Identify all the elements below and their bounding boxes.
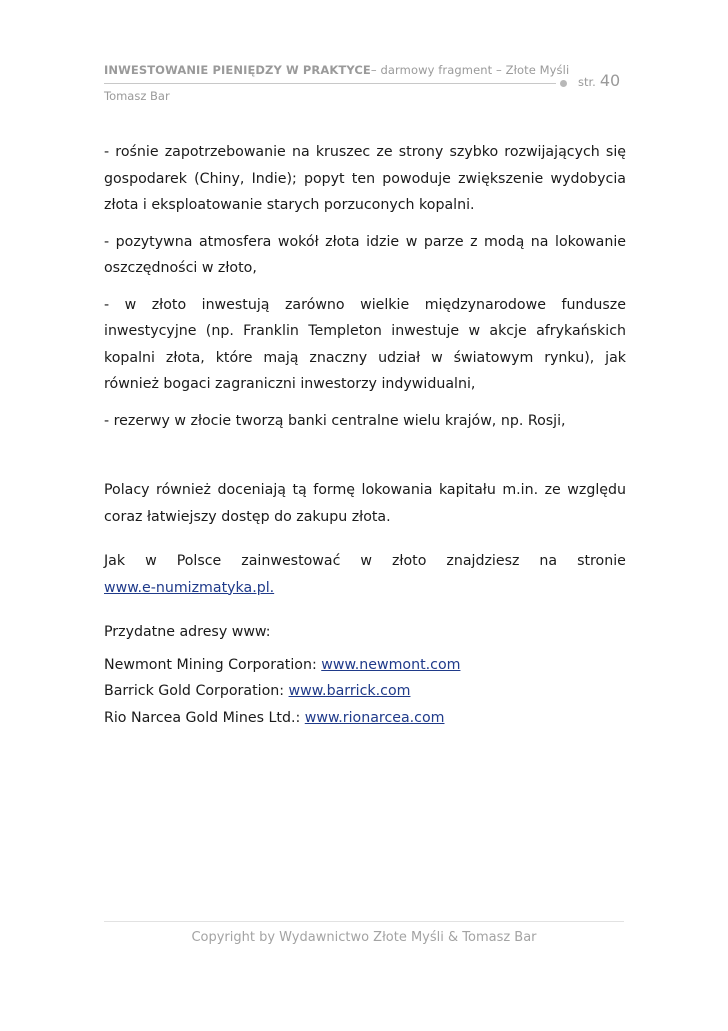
word: na [539, 553, 558, 569]
page-number-label [578, 71, 620, 90]
header-rule [104, 83, 556, 84]
word: Polsce [176, 553, 222, 569]
paragraph-investment-funds: - w złoto inwestują zarówno wielkie międzynarodowe fundusze inwestycyjne (np. Franklin Templeton inwestuje w akcje afrykańskich kopalni złota, które mają znaczny udział w światowym rynku), jak również bogaci zagraniczni inwestorzy indywidualni, [104, 296, 626, 392]
word: w [360, 553, 372, 569]
header-bullet-icon [560, 80, 567, 87]
word: znajdziesz [446, 553, 520, 569]
rionarcea-link[interactable]: www.rionarcea.com [304, 709, 445, 726]
header-author: Tomasz Bar [104, 89, 170, 103]
paragraph-central-banks: - rezerwy w złocie tworzą banki centralne wielu krajów, np. Rosji, [104, 412, 566, 429]
word: stronie [577, 553, 626, 569]
link-label: Barrick Gold Corporation: [104, 683, 289, 699]
link-label: Newmont Mining Corporation: [104, 656, 322, 673]
page-number: 40 [599, 71, 621, 90]
page-body [104, 139, 626, 731]
header-title-line [104, 63, 624, 77]
footer-rule [104, 921, 624, 922]
link-row-barrick [104, 678, 626, 705]
book-title: INWESTOWANIE PIENIĘDZY W PRAKTYCE [104, 63, 371, 77]
barrick-link[interactable]: www.barrick.com [288, 683, 411, 699]
paragraph-positive-atmosphere: - pozytywna atmosfera wokół złota idzie w parze z modą na lokowanie oszczędności w złoto, [104, 233, 626, 276]
link-label: Rio Narcea Gold Mines Ltd.: [104, 709, 305, 726]
word: zainwestować [241, 553, 341, 569]
footer-copyright: Copyright by Wydawnictwo Złote Myśli & Tomasz Bar [191, 930, 537, 945]
newmont-link[interactable]: www.newmont.com [321, 656, 461, 673]
useful-links-heading: Przydatne adresy www: [104, 624, 271, 640]
e-numizmatyka-link[interactable]: www.e-numizmatyka.pl. [104, 579, 275, 596]
word: Jak [104, 553, 126, 569]
link-row-newmont [104, 652, 626, 679]
paragraph-poles-invest: Polacy również doceniają tą formę lokowania kapitału m.in. ze względu coraz łatwiejszy dostęp do zakupu złota. [104, 482, 626, 525]
word: złoto [391, 553, 427, 569]
paragraph-growing-demand: - rośnie zapotrzebowanie na kruszec ze strony szybko rozwijających się gospodarek (Chiny, Indie); popyt ten powoduje zwiększenie wydobycia złota i eksploatowanie starych porzuconych kopalni. [104, 144, 626, 213]
book-subtitle: – darmowy fragment – Złote Myśli [370, 63, 570, 77]
link-row-rionarcea [104, 705, 626, 732]
word: w [145, 553, 157, 569]
page-header [104, 63, 624, 103]
paragraph-how-to-invest [104, 548, 626, 575]
page-label: str. [578, 75, 596, 89]
